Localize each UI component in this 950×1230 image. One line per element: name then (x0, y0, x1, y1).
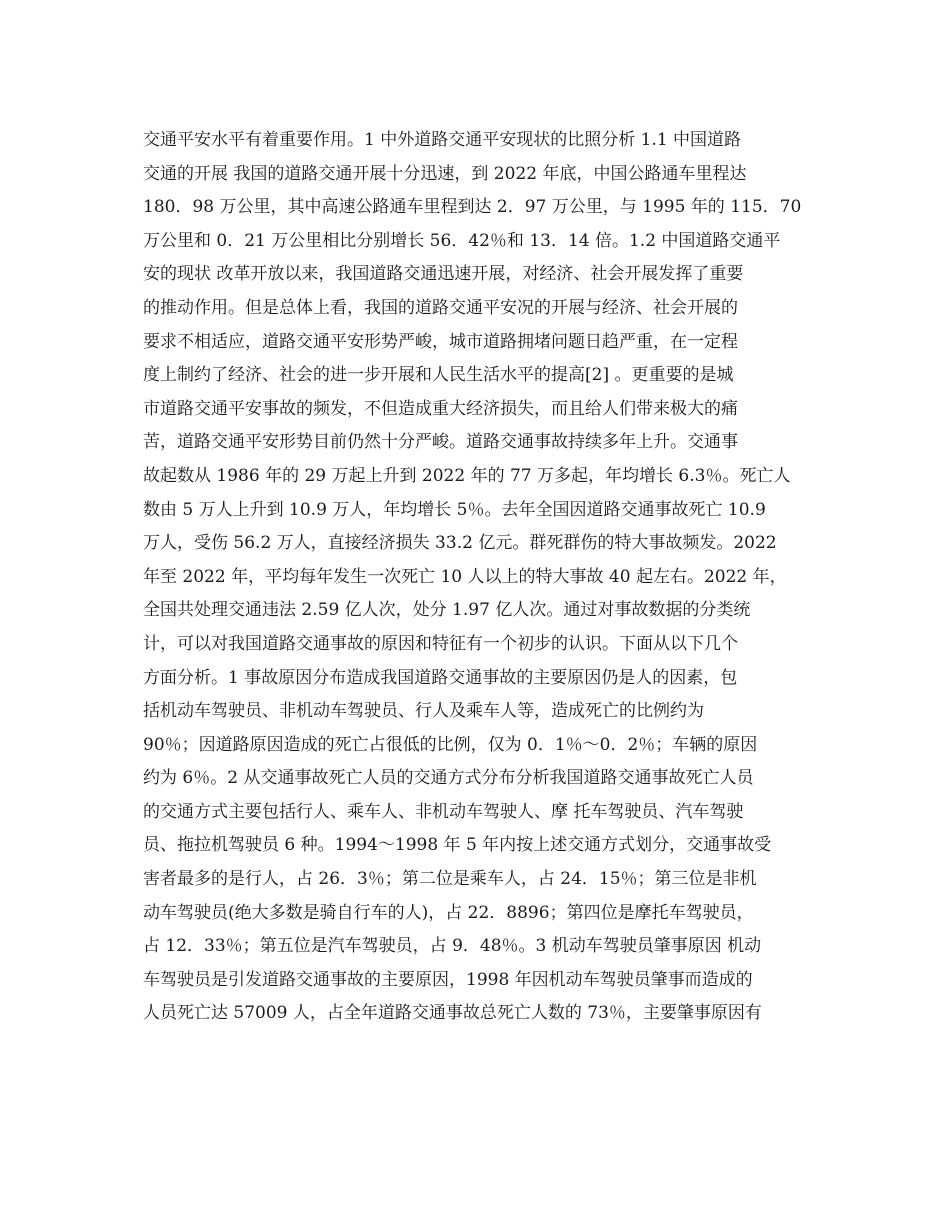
text-line-13: 万人，受伤 56.2 万人，直接经济损失 33.2 亿元。群死群伤的特大事故频发。2022 (143, 533, 777, 554)
text-line-20: 约为 6％。2 从交通事故死亡人员的交通方式分布分析我国道路交通事故死亡人员 (143, 768, 754, 789)
text-line-14: 年至 2022 年，平均每年发生一次死亡 10 人以上的特大事故 40 起左右。2022 年， (143, 566, 787, 587)
text-line-16: 计，可以对我国道路交通事故的原因和特征有一个初步的认识。下面从以下几个 (143, 633, 738, 654)
text-line-24: 动车驾驶员(绝大多数是骑自行车的人)，占 22．8896；第四位是摩托车驾驶员， (143, 902, 754, 923)
text-line-11: 故起数从 1986 年的 29 万起上升到 2022 年的 77 万多起，年均增长 6.3％。死亡人 (143, 465, 791, 486)
text-line-1: 交通平安水平有着重要作用。1 中外道路交通平安现状的比照分析 1.1 中国道路 (143, 130, 742, 150)
text-line-9: 市道路交通平安事故的频发，不但造成重大经济损失，而且给人们带来极大的痛 (143, 398, 738, 419)
text-line-4: 万公里和 0．21 万公里相比分别增长 56．42％和 13．14 倍。1.2 中国道路交通平 (143, 230, 781, 251)
text-line-6: 的推动作用。但是总体上看，我国的道路交通平安况的开展与经济、社会开展的 (143, 297, 738, 318)
text-line-3: 180．98 万公里，其中高速公路通车里程到达 2．97 万公里，与 1995 年的 115．70 (143, 197, 802, 218)
body-text (143, 124, 813, 1031)
text-line-12: 数由 5 万人上升到 10.9 万人，年均增长 5％。去年全国因道路交通事故死亡 10.9 (143, 499, 766, 520)
text-line-8: 度上制约了经济、社会的进一步开展和人民生活水平的提高[2] 。更重要的是城 (143, 365, 734, 386)
text-line-26: 车驾驶员是引发道路交通事故的主要原因，1998 年因机动车驾驶员肇事而造成的 (143, 969, 753, 990)
text-line-10: 苦，道路交通平安形势目前仍然十分严峻。道路交通事故持续多年上升。交通事 (143, 432, 738, 453)
text-line-7: 要求不相适应，道路交通平安形势严峻，城市道路拥堵问题日趋严重，在一定程 (143, 331, 738, 352)
text-line-22: 员、拖拉机驾驶员 6 种。1994～1998 年 5 年内按上述交通方式划分，交通事故受 (143, 835, 772, 856)
text-line-5: 安的现状 改革开放以来，我国道路交通迅速开展，对经济、社会开展发挥了重要 (143, 264, 744, 285)
text-line-15: 全国共处理交通违法 2.59 亿人次，处分 1.97 亿人次。通过对事故数据的分类统 (143, 600, 751, 621)
text-line-27: 人员死亡达 57009 人，占全年道路交通事故总死亡人数的 73％，主要肇事原因有 (143, 1003, 762, 1024)
text-line-18: 括机动车驾驶员、非机动车驾驶员、行人及乘车人等，造成死亡的比例约为 (143, 701, 704, 722)
text-line-25: 占 12．33％；第五位是汽车驾驶员，占 9．48％。3 机动车驾驶员肇事原因 机动 (143, 936, 762, 957)
text-line-2: 交通的开展 我国的道路交通开展十分迅速，到 2022 年底，中国公路通车里程达 (143, 163, 747, 184)
text-line-17: 方面分析。1 事故原因分布造成我国道路交通事故的主要原因仍是人的因素，包 (143, 667, 738, 688)
text-line-21: 的交通方式主要包括行人、乘车人、非机动车驾驶人、摩 托车驾驶员、汽车驾驶 (143, 801, 744, 822)
text-line-19: 90％；因道路原因造成的死亡占很低的比例，仅为 0．1％～0．2％；车辆的原因 (143, 734, 758, 755)
text-line-23: 害者最多的是行人，占 26．3％；第二位是乘车人，占 24．15％；第三位是非机 (143, 869, 757, 890)
